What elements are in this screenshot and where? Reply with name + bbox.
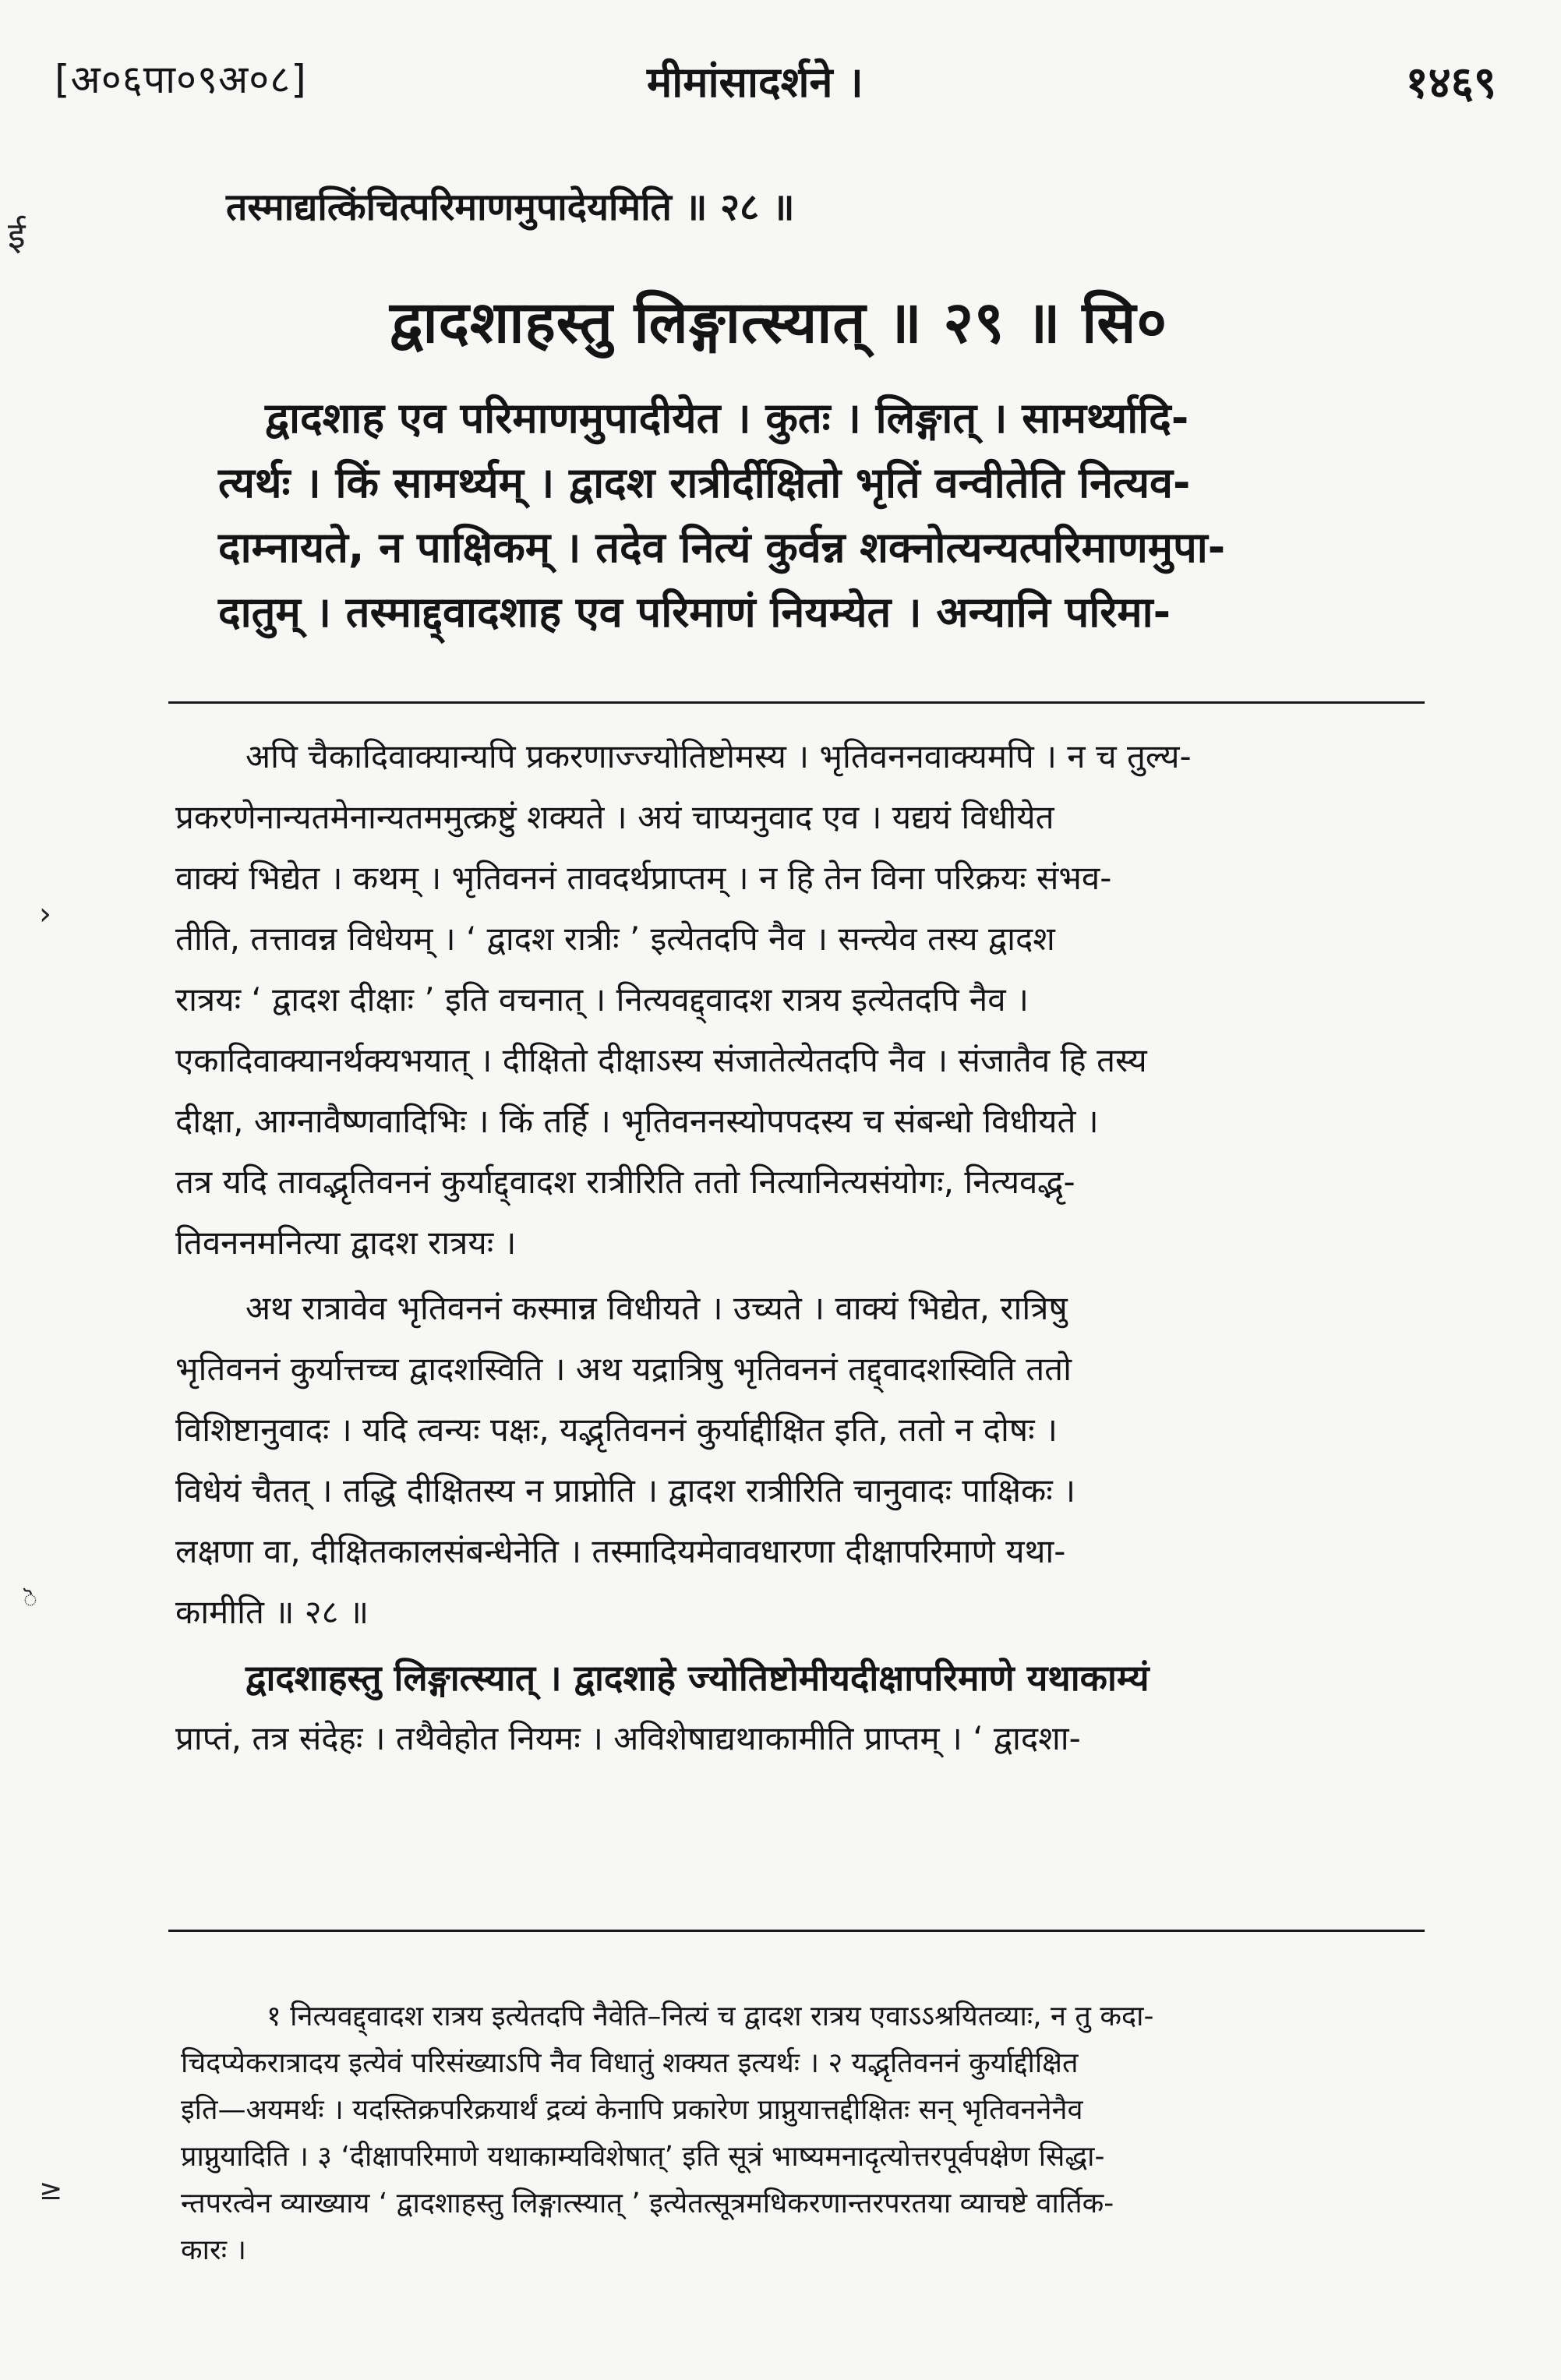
page-header: [55, 51, 1496, 129]
sutra-heading: द्वादशाहस्तु लिङ्गात्स्यात् ॥ २९ ॥ सि०: [390, 289, 1167, 356]
commentary-line: प्राप्तं, तत्र संदेहः । तथैवेहोत नियमः । अविशेषाद्यथाकामीति प्राप्तम् । ‘ द्वादशा-: [175, 1719, 1081, 1757]
footnote-line: कारः ।: [181, 2234, 247, 2266]
section-reference: [अ०६पा०९अ०८]: [55, 57, 307, 102]
commentary-line: भृतिवननं कुर्यात्तच्च द्वादशस्विति । अथ यद्रात्रिषु भृतिवननं तद्द्वादशस्विति ततो: [175, 1350, 1072, 1388]
commentary-line: रात्रयः ‘ द्वादश दीक्षाः ’ इति वचनात् । नित्यवद्द्वादश रात्रय इत्येतदपि नैव ।: [175, 980, 1029, 1019]
commentary-line: द्वादशाहस्तु लिङ्गात्स्यात् । द्वादशाहे ज्योतिष्टोमीयदीक्षापरिमाणे यथाकाम्यं: [245, 1657, 1150, 1699]
commentary-line: प्रकरणेनान्यतमेनान्यतममुत्क्रष्टुं शक्यते । अयं चाप्यनुवाद एव । यद्ययं विधीयेत: [175, 798, 1054, 836]
footnote-line: न्तपरत्वेन व्याख्याय ‘ द्वादशाहस्तु लिङ्गात्स्यात् ’ इत्येतत्सूत्रमधिकरणान्तरपरतया व्याचष्टे वार्तिक-: [181, 2188, 1114, 2219]
footnote-divider: [168, 1930, 1425, 1932]
footnote-line: इति—अयमर्थः । यदस्तिक्रपरिक्रयार्थं द्रव्यं केनापि प्रकारेण प्राप्नुयात्तद्दीक्षितः सन् भृतिवननेनैव: [181, 2094, 1083, 2126]
margin-mark: ॆ: [23, 1586, 37, 1613]
commentary-line: अपि चैकादिवाक्यान्यपि प्रकरणाज्ज्योतिष्टोमस्य । भृतिवननवाक्यमपि । न च तुल्य-: [245, 737, 1192, 775]
commentary-line: तत्र यदि तावद्भृतिवननं कुर्याद्द्वादश रात्रीरिति ततो नित्यानित्यसंयोगः, नित्यवद्भृ-: [175, 1163, 1075, 1201]
commentary-line: विधेयं चैतत् । तद्धि दीक्षितस्य न प्राप्नोति । द्वादश रात्रीरिति चानुवादः पाक्षिकः ।: [175, 1471, 1076, 1510]
commentary-line: लक्षणा वा, दीक्षितकालसंबन्धेनेति । तस्मादियमेवावधारणा दीक्षापरिमाणे यथा-: [175, 1532, 1066, 1570]
margin-mark: ≥: [39, 2174, 63, 2206]
commentary-line: कामीति ॥ २८ ॥: [175, 1593, 369, 1631]
section-divider: [168, 701, 1425, 704]
commentary-line: तीति, तत्तावन्न विधेयम् । ‘ द्वादश रात्रीः ’ इत्येतदपि नैव । सन्त्येव तस्य द्वादश: [175, 920, 1055, 958]
page-number: १४६९: [1405, 58, 1496, 108]
commentary-line: वाक्यं भिद्येत । कथम् । भृतिवननं तावदर्थप्राप्तम् । न हि तेन विना परिक्रयः संभव-: [175, 859, 1112, 897]
bhashya-line: दातुम् । तस्माद्द्वादशाह एव परिमाणं नियम्येत । अन्यानि परिमा-: [218, 588, 1171, 637]
margin-mark: ›: [39, 896, 51, 932]
previous-conclusion-line: तस्माद्यत्किंचित्परिमाणमुपादेयमिति ॥ २८ ॥: [226, 185, 795, 229]
commentary-line: तिवननमनित्या द्वादश रात्रयः ।: [175, 1224, 517, 1262]
running-title: मीमांसादर्शने ।: [647, 58, 863, 107]
commentary-line: एकादिवाक्यानर्थक्यभयात् । दीक्षितो दीक्षाऽस्य संजातेत्येतदपि नैव । संजातैव हि तस्य: [175, 1041, 1147, 1079]
bhashya-block: [218, 386, 1411, 644]
commentary-line: अथ रात्रावेव भृतिवननं कस्मान्न विधीयते । उच्यते । वाक्यं भिद्येत, रात्रिषु: [245, 1289, 1068, 1327]
margin-mark: ई: [8, 214, 26, 256]
commentary-block: [175, 726, 1422, 1769]
bhashya-line: त्यर्थः । किं सामर्थ्यम् । द्वादश रात्रीर्दीक्षितो भृतिं वन्वीतेति नित्यव-: [218, 458, 1191, 507]
commentary-line: दीक्षा, आग्नावैष्णवादिभिः । किं तर्हि । भृतिवननस्योपपदस्य च संबन्धो विधीयते ।: [175, 1102, 1099, 1140]
bhashya-line: दाम्नायते, न पाक्षिकम् । तदेव नित्यं कुर्वन्न शक्नोत्यन्यत्परिमाणमुपा-: [218, 523, 1226, 572]
footnotes-block: [181, 1993, 1428, 2274]
footnote-line: प्राप्नुयादिति । ३ ‘दीक्षापरिमाणे यथाकाम्यविशेषात्’ इति सूत्रं भाष्यमनादृत्योत्तरपूर्वपक्षेण सिद्धा-: [181, 2141, 1105, 2173]
bhashya-line: द्वादशाह एव परिमाणमुपादीयेत । कुतः । लिङ्गात् । सामर्थ्यादि-: [265, 394, 1189, 443]
footnote-line: १ नित्यवद्द्वादश रात्रय इत्येतदपि नैवेति–नित्यं च द्वादश रात्रय एवाऽऽश्रयितव्याः, न तु कदा-: [267, 2000, 1154, 2032]
footnote-line: चिदप्येकरात्रादय इत्येवं परिसंख्याऽपि नैव विधातुं शक्यत इत्यर्थः । २ यद्भृतिवननं कुर्याद्दीक्षित: [181, 2047, 1079, 2079]
commentary-line: विशिष्टानुवादः । यदि त्वन्यः पक्षः, यद्भृतिवननं कुर्याद्दीक्षित इति, ततो न दोषः ।: [175, 1411, 1058, 1449]
